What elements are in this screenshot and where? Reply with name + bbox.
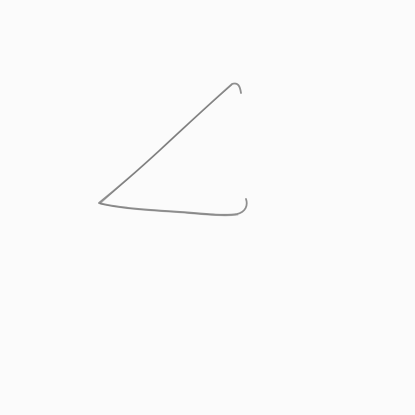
angle-stroke	[99, 83, 247, 214]
angle-stroke-shadow	[100, 85, 238, 216]
